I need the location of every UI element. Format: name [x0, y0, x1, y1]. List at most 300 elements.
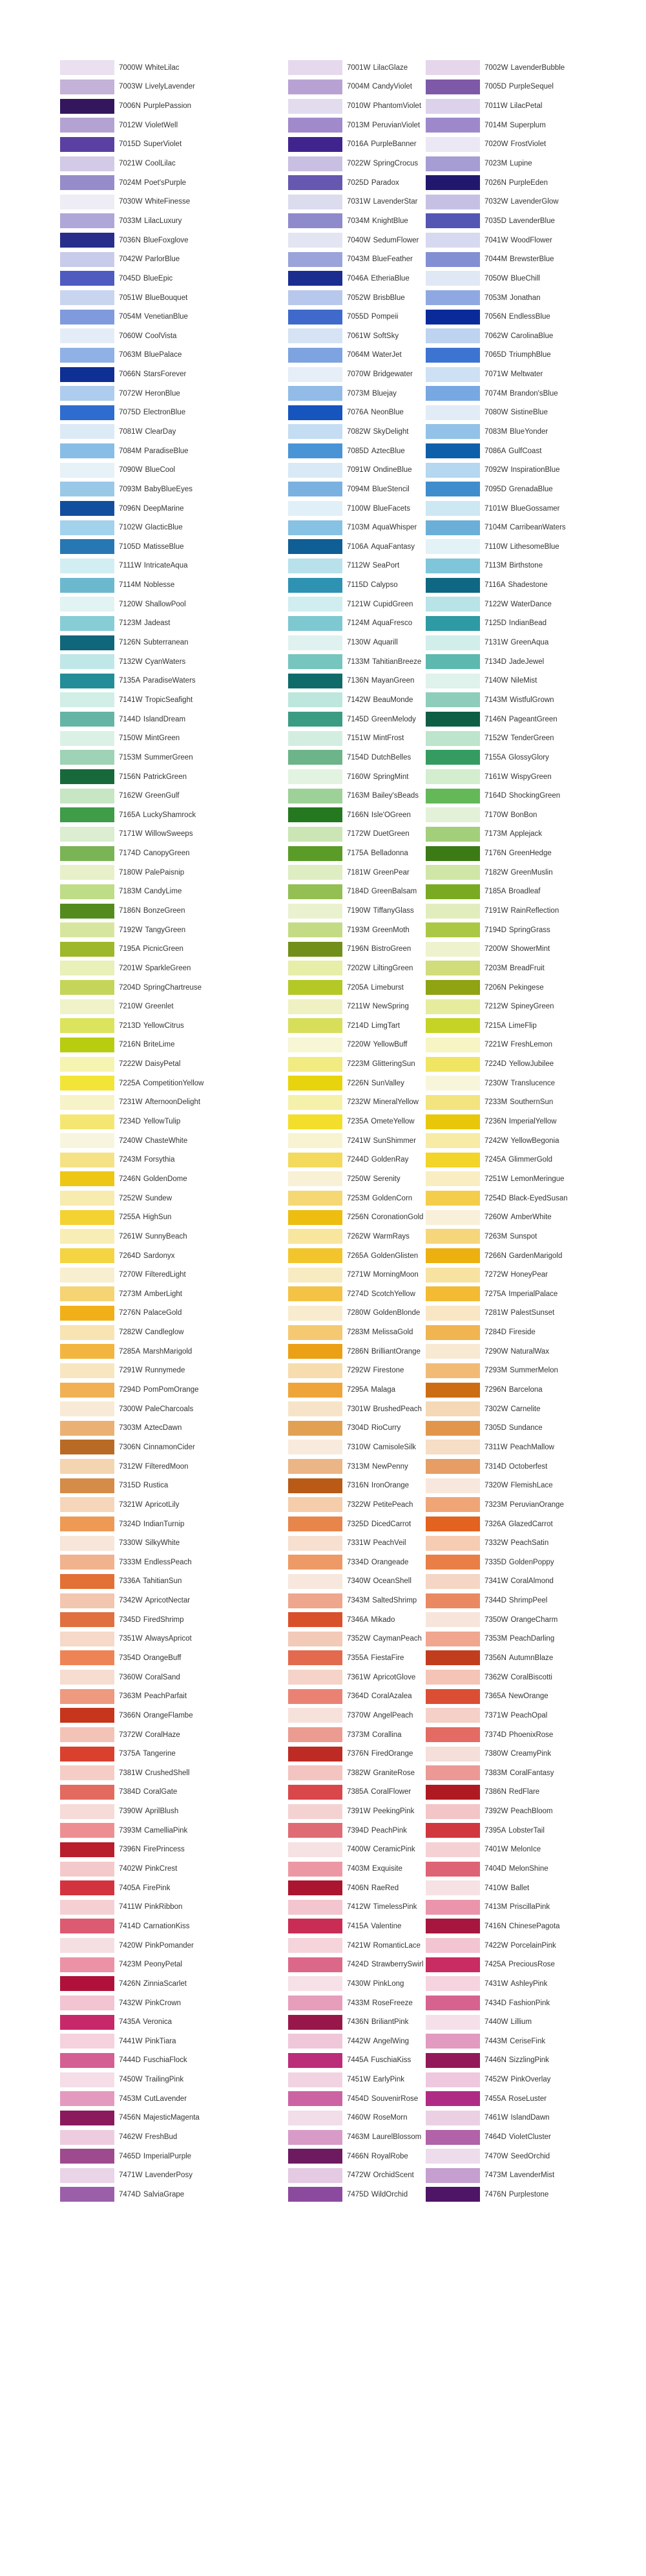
swatch-name: EndlessBlue: [508, 313, 550, 321]
swatch-name: YellowBuff: [373, 1041, 408, 1049]
swatch-item: [60, 518, 254, 537]
swatch-name: PageantGreen: [508, 715, 557, 723]
swatch-name: SaltedShrimp: [372, 1597, 417, 1605]
color-chip: [60, 1383, 114, 1398]
color-chip: [60, 1459, 114, 1474]
swatch-code: 7466N: [347, 2152, 369, 2160]
swatch-name: TropicSeafight: [145, 696, 193, 704]
swatch-code: 7210W: [119, 1003, 143, 1011]
color-chip: [288, 789, 342, 804]
swatch-code: 7350W: [484, 1615, 508, 1624]
swatch-code: 7342W: [119, 1597, 143, 1605]
swatch-item: [60, 614, 254, 633]
swatch-code: 7272W: [484, 1271, 508, 1279]
color-chip: [60, 731, 114, 746]
swatch-item: [60, 1553, 254, 1572]
swatch-code: 7171W: [119, 830, 143, 838]
swatch-item: [60, 116, 254, 135]
swatch-name: PinkOverlay: [510, 2076, 551, 2084]
color-chip: [288, 1593, 342, 1608]
swatch-name: ImperialYellow: [508, 1118, 557, 1126]
swatch-item: [60, 1783, 254, 1802]
swatch-item: [426, 939, 620, 959]
swatch-name: InspirationBlue: [510, 466, 560, 474]
swatch-name: OrangeCharm: [510, 1615, 558, 1624]
swatch-code: 7006N: [119, 102, 141, 111]
color-chip: [288, 271, 342, 286]
swatch-code: 7422W: [484, 1941, 508, 1950]
color-chip: [60, 1057, 114, 1072]
color-chip: [288, 1555, 342, 1570]
swatch-code: 7152W: [484, 734, 508, 743]
swatch-item: [426, 1323, 620, 1342]
swatch-name: BlueChill: [510, 274, 540, 282]
swatch-name: WhiteFinesse: [145, 198, 191, 206]
swatch-name: PorcelainPink: [510, 1941, 556, 1950]
swatch-item: [426, 1246, 620, 1266]
color-chip: [426, 1440, 480, 1454]
swatch-item: [426, 786, 620, 805]
swatch-name: LimeFlip: [508, 1021, 537, 1030]
color-chip: [60, 597, 114, 612]
swatch-name: SpineyGreen: [510, 1003, 554, 1011]
swatch-code: 7163M: [347, 792, 370, 800]
swatch-code: 7223M: [347, 1060, 370, 1069]
swatch-item: [60, 1763, 254, 1783]
swatch-name: WistfulGrown: [510, 696, 554, 704]
swatch-code: 7433M: [347, 1999, 370, 2007]
color-chip: [60, 789, 114, 804]
color-chip: [426, 1038, 480, 1052]
color-chip: [60, 1095, 114, 1110]
color-chip: [60, 1996, 114, 2010]
swatch-code: 7072W: [119, 389, 143, 398]
color-chip: [288, 1727, 342, 1742]
color-chip: [426, 1900, 480, 1915]
swatch-name: HighSun: [143, 1213, 172, 1222]
color-chip: [426, 463, 480, 478]
swatch-name: BeauMonde: [373, 696, 413, 704]
color-chip: [60, 1114, 114, 1129]
color-chip: [288, 846, 342, 861]
swatch-name: GreenHedge: [508, 849, 552, 858]
swatch-name: GlitteringSun: [372, 1060, 415, 1069]
color-chip: [288, 1191, 342, 1206]
swatch-name: LimgTart: [371, 1021, 400, 1030]
swatch-code: 7320W: [484, 1482, 508, 1490]
swatch-item: [426, 2032, 620, 2051]
swatch-code: 7000W: [119, 63, 143, 72]
swatch-name: ShowerMint: [510, 945, 550, 953]
swatch-name: LuckyShamrock: [143, 811, 196, 819]
swatch-item: [60, 1917, 254, 1936]
swatch-code: 7445A: [347, 2056, 369, 2065]
swatch-code: 7425A: [484, 1961, 506, 1969]
swatch-item: [426, 1936, 620, 1955]
swatch-code: 7036N: [119, 236, 141, 244]
swatch-code: 7435A: [119, 2018, 141, 2027]
swatch-name: LiltingGreen: [373, 964, 413, 972]
color-chip: [426, 1095, 480, 1110]
color-chip: [60, 827, 114, 842]
swatch-name: SkyDelight: [373, 427, 409, 436]
swatch-code: 7286N: [347, 1347, 369, 1356]
color-chip: [288, 1018, 342, 1033]
color-chip: [426, 2130, 480, 2145]
swatch-item: [426, 1093, 620, 1112]
swatch-name: SouthernSun: [510, 1098, 554, 1107]
swatch-item: [426, 882, 620, 902]
swatch-name: FlemishLace: [510, 1482, 553, 1490]
color-chip: [288, 1171, 342, 1186]
swatch-item: [426, 1380, 620, 1400]
color-chip: [288, 1689, 342, 1704]
swatch-code: 7345D: [119, 1615, 141, 1624]
color-chip: [60, 980, 114, 995]
color-chip: [288, 1880, 342, 1895]
swatch-item: [60, 173, 254, 193]
color-chip: [426, 137, 480, 152]
swatch-code: 7216N: [119, 1041, 141, 1049]
swatch-code: 7263M: [484, 1232, 508, 1240]
swatch-code: 7390W: [119, 1807, 143, 1816]
color-chip: [426, 1957, 480, 1972]
swatch-name: Runnymede: [145, 1367, 185, 1375]
swatch-code: 7045D: [119, 274, 141, 282]
swatch-name: BlueBouquet: [145, 293, 188, 302]
swatch-code: 7144D: [119, 715, 141, 723]
swatch-name: FirePrincess: [143, 1846, 185, 1854]
swatch-item: [60, 1974, 254, 1994]
swatch-code: 7032W: [484, 198, 508, 206]
swatch-name: GrenadaBlue: [508, 485, 553, 493]
swatch-item: [426, 557, 620, 576]
swatch-code: 7312W: [119, 1462, 143, 1471]
swatch-name: VenetianBlue: [144, 313, 188, 321]
swatch-name: CutLavender: [144, 2094, 187, 2103]
swatch-name: Orangeade: [371, 1558, 409, 1566]
swatch-item: [426, 307, 620, 326]
color-chip: [426, 1191, 480, 1206]
swatch-code: 7261W: [119, 1232, 143, 1240]
swatch-item: [60, 1706, 254, 1725]
swatch-item: [426, 978, 620, 997]
color-chip: [426, 195, 480, 209]
color-chip: [288, 1938, 342, 1953]
swatch-code: 7451W: [347, 2076, 371, 2084]
swatch-code: 7170W: [484, 811, 508, 819]
swatch-code: 7123M: [119, 619, 142, 628]
swatch-name: NeonBlue: [371, 409, 404, 417]
swatch-code: 7360W: [119, 1673, 143, 1681]
color-chip: [288, 712, 342, 727]
swatch-item: [60, 460, 254, 480]
color-chip: [426, 1747, 480, 1762]
swatch-code: 7250W: [347, 1175, 371, 1183]
color-chip: [288, 1747, 342, 1762]
color-chip: [426, 1708, 480, 1723]
color-chip: [288, 1919, 342, 1933]
swatch-code: 7443M: [484, 2037, 508, 2045]
color-chip: [288, 195, 342, 209]
swatch-code: 7444D: [119, 2056, 141, 2065]
color-chip: [60, 60, 114, 75]
swatch-item: [60, 2166, 254, 2185]
color-chip: [60, 1440, 114, 1454]
swatch-item: [426, 1725, 620, 1745]
swatch-item: [60, 1418, 254, 1438]
swatch-item: [426, 1648, 620, 1668]
swatch-code: 7012W: [119, 121, 143, 129]
swatch-item: [426, 633, 620, 652]
swatch-name: CarolinaBlue: [510, 332, 554, 340]
swatch-name: NewOrange: [508, 1692, 548, 1701]
swatch-code: 7053M: [484, 293, 508, 302]
swatch-code: 7264D: [119, 1251, 141, 1260]
color-chip: [60, 118, 114, 133]
swatch-code: 7230W: [484, 1079, 508, 1087]
swatch-name: Exquisite: [372, 1865, 402, 1873]
swatch-name: PeachDarling: [510, 1635, 555, 1643]
color-chip: [60, 1268, 114, 1283]
swatch-code: 7155A: [484, 753, 506, 761]
color-chip: [288, 1038, 342, 1052]
swatch-code: 7222W: [119, 1060, 143, 1069]
swatch-name: BabyBlueEyes: [144, 485, 193, 493]
swatch-name: GoldenDome: [143, 1175, 187, 1183]
color-chip: [60, 1689, 114, 1704]
swatch-item: [426, 863, 620, 882]
color-chip: [426, 1632, 480, 1646]
swatch-code: 7290W: [484, 1347, 508, 1356]
swatch-item: [60, 1093, 254, 1112]
color-chip: [288, 1344, 342, 1359]
color-chip: [288, 60, 342, 75]
swatch-code: 7066N: [119, 370, 141, 379]
swatch-item: [426, 1457, 620, 1476]
swatch-item: [426, 1917, 620, 1936]
swatch-name: PetitePeach: [373, 1500, 413, 1509]
color-chip: [426, 1210, 480, 1225]
swatch-code: 7414D: [119, 1922, 141, 1930]
color-chip: [426, 482, 480, 496]
swatch-item: [60, 1898, 254, 1917]
swatch-name: Jadeast: [144, 619, 171, 628]
swatch-item: [426, 1361, 620, 1381]
swatch-item: [60, 1016, 254, 1036]
swatch-code: 7195A: [119, 945, 141, 953]
swatch-code: 7146N: [484, 715, 506, 723]
swatch-name: Greenlet: [145, 1003, 174, 1011]
color-chip: [60, 1593, 114, 1608]
color-chip: [426, 1114, 480, 1129]
color-chip: [288, 1823, 342, 1838]
swatch-name: TimelessPink: [373, 1903, 417, 1911]
swatch-item: [426, 1016, 620, 1036]
swatch-item: [60, 269, 254, 288]
swatch-code: 7470W: [484, 2152, 508, 2160]
color-chip: [426, 1248, 480, 1263]
color-chip: [426, 961, 480, 975]
swatch-item: [426, 1955, 620, 1974]
color-chip: [426, 904, 480, 919]
color-chip: [426, 1344, 480, 1359]
swatch-name: Black-EyedSusan: [508, 1194, 568, 1202]
color-chip: [288, 463, 342, 478]
swatch-name: Corallina: [372, 1730, 402, 1739]
swatch-name: PeachVeil: [373, 1539, 406, 1548]
swatch-item: [60, 690, 254, 710]
swatch-name: PicnicGreen: [143, 945, 183, 953]
swatch-name: Valentine: [371, 1922, 402, 1930]
swatch-item: [426, 2012, 620, 2032]
swatch-code: 7130W: [347, 639, 371, 647]
swatch-name: PinkRibbon: [144, 1903, 183, 1911]
color-chip: [426, 1306, 480, 1321]
swatch-code: 7084M: [119, 447, 142, 455]
swatch-code: 7410W: [484, 1884, 508, 1892]
swatch-code: 7065D: [484, 351, 506, 359]
swatch-code: 7190W: [347, 907, 371, 915]
color-chip: [426, 1286, 480, 1301]
swatch-name: Aquarill: [373, 639, 398, 647]
swatch-code: 7240W: [119, 1136, 143, 1145]
swatch-code: 7202W: [347, 964, 371, 972]
color-chip: [288, 2053, 342, 2068]
swatch-code: 7050W: [484, 274, 508, 282]
swatch-name: LilacLuxury: [144, 217, 182, 225]
swatch-code: 7462W: [119, 2133, 143, 2141]
color-chip: [426, 597, 480, 612]
swatch-item: [426, 1074, 620, 1093]
swatch-name: AngelWing: [373, 2037, 410, 2045]
color-chip: [60, 1133, 114, 1148]
swatch-item: [426, 2166, 620, 2185]
color-chip: [60, 443, 114, 458]
color-chip: [288, 99, 342, 114]
color-chip: [288, 252, 342, 267]
color-chip: [288, 731, 342, 746]
color-chip: [426, 2034, 480, 2049]
color-chip: [60, 1747, 114, 1762]
swatch-code: 7204D: [119, 983, 141, 992]
swatch-name: PinkCrown: [145, 1999, 182, 2007]
swatch-code: 7161W: [484, 772, 508, 781]
swatch-code: 7396N: [119, 1846, 141, 1854]
swatch-code: 7293M: [484, 1367, 508, 1375]
color-chip: [426, 884, 480, 899]
color-chip: [288, 1268, 342, 1283]
swatch-name: PalestSunset: [510, 1309, 555, 1317]
swatch-name: CompetitionYellow: [143, 1079, 204, 1087]
swatch-code: 7273M: [119, 1290, 142, 1298]
swatch-item: [60, 1859, 254, 1879]
swatch-item: [60, 652, 254, 672]
swatch-code: 7234D: [119, 1118, 141, 1126]
color-chip: [60, 1344, 114, 1359]
swatch-name: BlueCool: [145, 466, 176, 474]
swatch-name: PurpleBanner: [371, 140, 417, 149]
swatch-name: PeachMallow: [510, 1443, 554, 1451]
swatch-name: PalaceGold: [143, 1309, 182, 1317]
swatch-code: 7124M: [347, 619, 370, 628]
color-chip: [60, 922, 114, 937]
color-chip: [426, 156, 480, 171]
swatch-item: [426, 959, 620, 978]
swatch-name: CoralFlower: [371, 1788, 412, 1796]
swatch-code: 7430W: [347, 1979, 371, 1988]
color-chip: [426, 1401, 480, 1416]
swatch-code: 7371W: [484, 1711, 508, 1719]
swatch-item: [60, 1572, 254, 1591]
swatch-code: 7344D: [484, 1597, 506, 1605]
swatch-code: 7011W: [484, 102, 508, 111]
swatch-item: [426, 1036, 620, 1055]
swatch-code: 7015D: [119, 140, 141, 149]
swatch-name: BriliantPink: [371, 2018, 409, 2027]
swatch-code: 7003W: [119, 83, 143, 91]
swatch-code: 7133M: [347, 657, 370, 666]
swatch-item: [426, 595, 620, 614]
color-chip: [60, 1401, 114, 1416]
color-chip: [426, 2072, 480, 2087]
swatch-name: YellowTulip: [143, 1118, 181, 1126]
color-chip: [60, 482, 114, 496]
swatch-code: 7260W: [484, 1213, 508, 1222]
swatch-name: WaterDance: [510, 600, 552, 608]
swatch-code: 7113M: [484, 562, 507, 570]
swatch-name: MarshMarigold: [143, 1347, 193, 1356]
swatch-code: 7063M: [119, 351, 142, 359]
color-chip: [60, 213, 114, 228]
swatch-code: 7385A: [347, 1788, 369, 1796]
swatch-name: SistineBlue: [510, 409, 548, 417]
color-chip: [426, 807, 480, 822]
swatch-item: [426, 480, 620, 499]
swatch-code: 7346A: [347, 1615, 369, 1624]
swatch-code: 7333M: [119, 1558, 142, 1566]
color-chip: [60, 1248, 114, 1263]
swatch-code: 7026N: [484, 178, 506, 187]
swatch-column: [60, 58, 254, 2204]
swatch-name: IndianTurnip: [143, 1520, 185, 1528]
swatch-item: [60, 557, 254, 576]
color-chip: [426, 348, 480, 363]
color-chip: [60, 846, 114, 861]
swatch-item: [60, 192, 254, 211]
swatch-name: ParlorBlue: [145, 255, 180, 264]
color-chip: [288, 578, 342, 593]
swatch-code: 7173M: [484, 830, 508, 838]
swatch-item: [60, 135, 254, 154]
swatch-item: [60, 1591, 254, 1610]
color-chip: [288, 1957, 342, 1972]
color-chip: [426, 1727, 480, 1742]
swatch-name: CreamyPink: [510, 1750, 552, 1758]
swatch-item: [60, 326, 254, 346]
swatch-code: 7423M: [119, 1961, 142, 1969]
swatch-code: 7174D: [119, 849, 141, 858]
swatch-code: 7442W: [347, 2037, 371, 2045]
color-chip: [426, 2111, 480, 2125]
swatch-name: TriumphBlue: [508, 351, 551, 359]
swatch-code: 7310W: [347, 1443, 371, 1451]
swatch-name: Octoberfest: [508, 1462, 548, 1471]
color-chip: [60, 1517, 114, 1531]
swatch-item: [60, 2032, 254, 2051]
swatch-code: 7476N: [484, 2190, 506, 2198]
swatch-name: TiffanyGlass: [373, 907, 414, 915]
